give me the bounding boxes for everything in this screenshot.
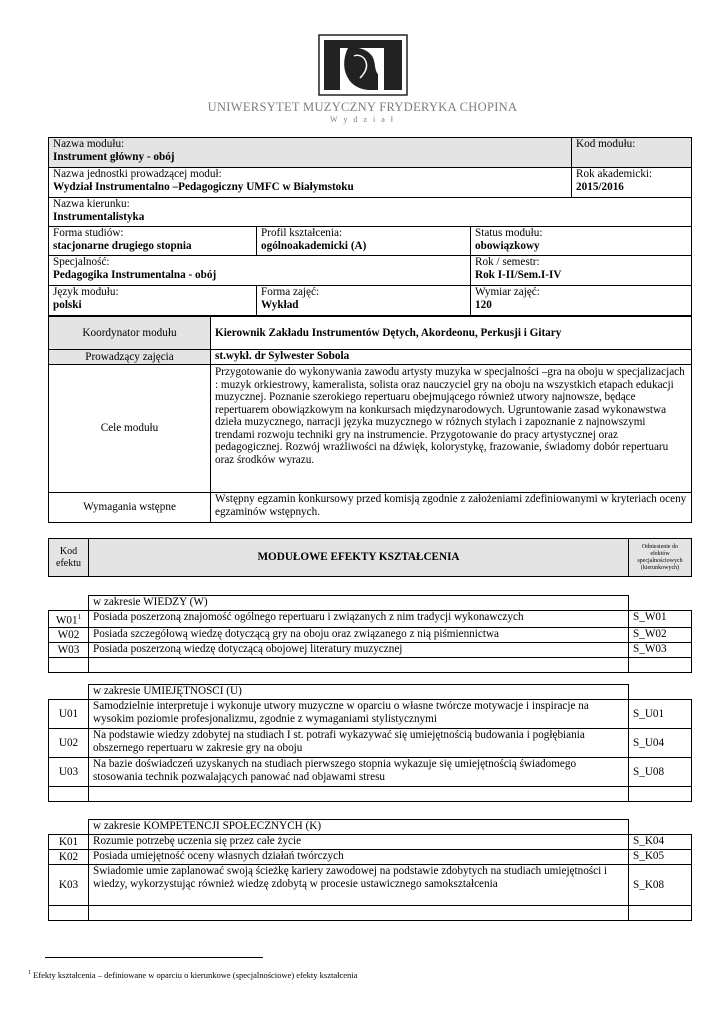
effect-code: U03 [49, 758, 89, 787]
table-row-empty [49, 906, 692, 921]
table-row [49, 611, 692, 628]
effects-title: MODUŁOWE EFEKTY KSZTAŁCENIA [89, 539, 629, 577]
faculty-label: W y d z i a ł [330, 115, 395, 124]
module-name-cell [49, 138, 572, 168]
effect-ref: S_W03 [629, 643, 692, 658]
semester-cell [471, 256, 692, 286]
table-row [49, 700, 692, 729]
knowledge-section-title: w zakresie WIEDZY (W) [89, 596, 629, 611]
field-label: Nazwa kierunku: [53, 198, 130, 210]
year-value: 2015/2016 [576, 180, 624, 193]
effect-code: K03 [49, 865, 89, 906]
effect-text: Rozumie potrzebę uczenia się przez całe życie [89, 835, 629, 850]
effect-ref: S_U01 [629, 700, 692, 729]
effect-code: K01 [49, 835, 89, 850]
table-row [49, 628, 692, 643]
requirements-value: Wstępny egzamin konkursowy przed komisją zgodnie z założeniami zdefiniowanymi w kryteriach oceny egzaminów wstępnych. [211, 493, 692, 523]
effect-code: W03 [49, 643, 89, 658]
class-form-value: Wykład [261, 298, 299, 311]
effect-code-header: Kod efektu [49, 539, 89, 577]
effect-ref: S_U04 [629, 729, 692, 758]
coordinator-label: Koordynator modułu [49, 317, 211, 350]
effects-reference-header: Odniesienie do efektów specjalnościowych (kierunkowych) [629, 539, 692, 577]
effect-code: U01 [49, 700, 89, 729]
language-cell [49, 286, 257, 316]
competences-table [48, 819, 692, 921]
hours-label: Wymiar zajęć: [475, 286, 540, 298]
specialty-value: Pedagogika Instrumentalna - obój [53, 268, 217, 281]
table-row [49, 865, 692, 906]
effect-ref: S_W02 [629, 628, 692, 643]
effects-header-table [48, 538, 692, 577]
profile-value: ogólnoakademicki (A) [261, 239, 367, 252]
unit-cell [49, 168, 572, 198]
footnote-text: Efekty kształcenia – definiowane w oparciu o kierunkowe (specjalnościowe) efekty kształcenia [31, 970, 358, 980]
effect-text: Samodzielnie interpretuje i wykonuje utwory muzyczne w oparciu o własne twórcze motywacje i inspiracje na wysokim poziomie profesjonalizmu, zgodnie z wymaganiami stylistycznymi [89, 700, 629, 729]
language-label: Język modułu: [53, 286, 119, 298]
status-cell [471, 227, 692, 256]
table-row-empty [49, 658, 692, 673]
module-name-value: Instrument główny - obój [53, 150, 175, 163]
effect-code: K02 [49, 850, 89, 865]
class-form-cell [257, 286, 471, 316]
table-row [49, 643, 692, 658]
footnote-number: 1 [28, 970, 31, 977]
effect-ref: S_W01 [629, 611, 692, 628]
effect-text: Na bazie doświadczeń uzyskanych na studiach pierwszego stopnia wykazuje się umiejętnością świadomego stosowania technik pozwalających panować nad objawami stresu [89, 758, 629, 787]
semester-label: Rok / semestr: [475, 256, 540, 268]
status-label: Status modułu: [475, 227, 543, 239]
footnote [28, 970, 357, 980]
goals-label: Cele modułu [49, 365, 211, 493]
module-code-cell [572, 138, 692, 168]
unit-label: Nazwa jednostki prowadzącej moduł: [53, 168, 222, 180]
requirements-label: Wymagania wstępne [49, 493, 211, 523]
table-row [49, 758, 692, 787]
table-row [49, 729, 692, 758]
effect-ref: S_K05 [629, 850, 692, 865]
university-logo [318, 34, 408, 96]
coordinator-value: Kierownik Zakładu Instrumentów Dętych, Akordeonu, Perkusji i Gitary [211, 317, 692, 350]
study-form-label: Forma studiów: [53, 227, 124, 239]
module-code-label: Kod modułu: [576, 138, 636, 150]
table-row [49, 850, 692, 865]
skills-section-title: w zakresie UMIEJĘTNOŚCI (U) [89, 685, 629, 700]
class-form-label: Forma zajęć: [261, 286, 320, 298]
skills-table [48, 684, 692, 802]
footnote-ref: 1 [77, 613, 82, 621]
university-name: UNIWERSYTET MUZYCZNY FRYDERYKA CHOPINA [207, 100, 518, 114]
knowledge-table [48, 595, 692, 673]
profile-cell [257, 227, 471, 256]
semester-value: Rok I-II/Sem.I-IV [475, 268, 562, 281]
language-value: polski [53, 298, 82, 311]
study-form-cell [49, 227, 257, 256]
hours-value: 120 [475, 298, 492, 311]
year-label: Rok akademicki: [576, 168, 653, 180]
effect-code: W01 [55, 614, 78, 627]
specialty-label: Specjalność: [53, 256, 110, 268]
unit-value: Wydział Instrumentalno –Pedagogiczny UMFC w Białymstoku [53, 180, 354, 193]
hours-cell [471, 286, 692, 316]
effect-text: Posiada poszerzoną znajomość ogólnego repertuaru i związanych z nim tradycji wykonawczych [89, 611, 629, 628]
effect-code: U02 [49, 729, 89, 758]
table-row-empty [49, 787, 692, 802]
module-name-label: Nazwa modułu: [53, 138, 125, 150]
effect-text: Świadomie umie zaplanować swoją ścieżkę kariery zawodowej na podstawie zdobytych na studiach umiejętności i wiedzy, wykorzystując również wiedzę zdobytą w procesie ustawicznego samokształcenia [89, 865, 629, 906]
study-form-value: stacjonarne drugiego stopnia [53, 239, 192, 252]
table-row [49, 835, 692, 850]
effect-ref: S_K04 [629, 835, 692, 850]
module-info-table [48, 137, 692, 316]
competences-section-title: w zakresie KOMPETENCJI SPOŁECZNYCH (K) [89, 820, 629, 835]
specialty-cell [49, 256, 471, 286]
field-value: Instrumentalistyka [53, 210, 145, 223]
effect-text: Posiada szczegółową wiedzę dotyczącą gry na oboju oraz związanego z nią piśmiennictwa [89, 628, 629, 643]
goals-value: Przygotowanie do wykonywania zawodu artysty muzyka w specjalności –gra na oboju w specjalizacjach : muzyk orkiestrowy, kameralista, solista oraz nauczyciel gry na oboju na wszystkich etapach edukacji muzycznej. Poznanie szerokiego repertuaru obejmującego również utwory najnowsze, będące repertuarem obowiązkowym na konkursach międzynarodowych. Ugruntowanie zasad wykonawstwa dzieła muzycznego, narracji języka muzycznego w różnych stylach i zapoznanie z najnowszymi trendami rozwoju techniki gry na instrumencie. Przygotowanie do pracy artystycznej oraz pedagogicznej. Rozwój wrażliwości na dźwięk, kolorystykę, frazowanie, świadomy dobór repertuaru oraz środków wyrazu. [211, 365, 692, 493]
status-value: obowiązkowy [475, 239, 540, 252]
effect-code: W02 [49, 628, 89, 643]
effect-ref: S_U08 [629, 758, 692, 787]
effect-text: Na podstawie wiedzy zdobytej na studiach I st. potrafi wykazywać się umiejętnością budowania i pogłębiania obszernego repertuaru w zakresie gry na oboju [89, 729, 629, 758]
effect-text: Posiada poszerzoną wiedzę dotyczącą obojowej literatury muzycznej [89, 643, 629, 658]
year-cell [572, 168, 692, 198]
footnote-separator [45, 957, 263, 958]
teacher-label: Prowadzący zajęcia [49, 350, 211, 365]
module-details-table [48, 316, 692, 523]
teacher-value: st.wykł. dr Sylwester Sobola [211, 350, 692, 365]
effect-ref: S_K08 [629, 865, 692, 906]
effect-text: Posiada umiejętność oceny własnych działań twórczych [89, 850, 629, 865]
profile-label: Profil kształcenia: [261, 227, 343, 239]
field-cell [49, 198, 692, 227]
